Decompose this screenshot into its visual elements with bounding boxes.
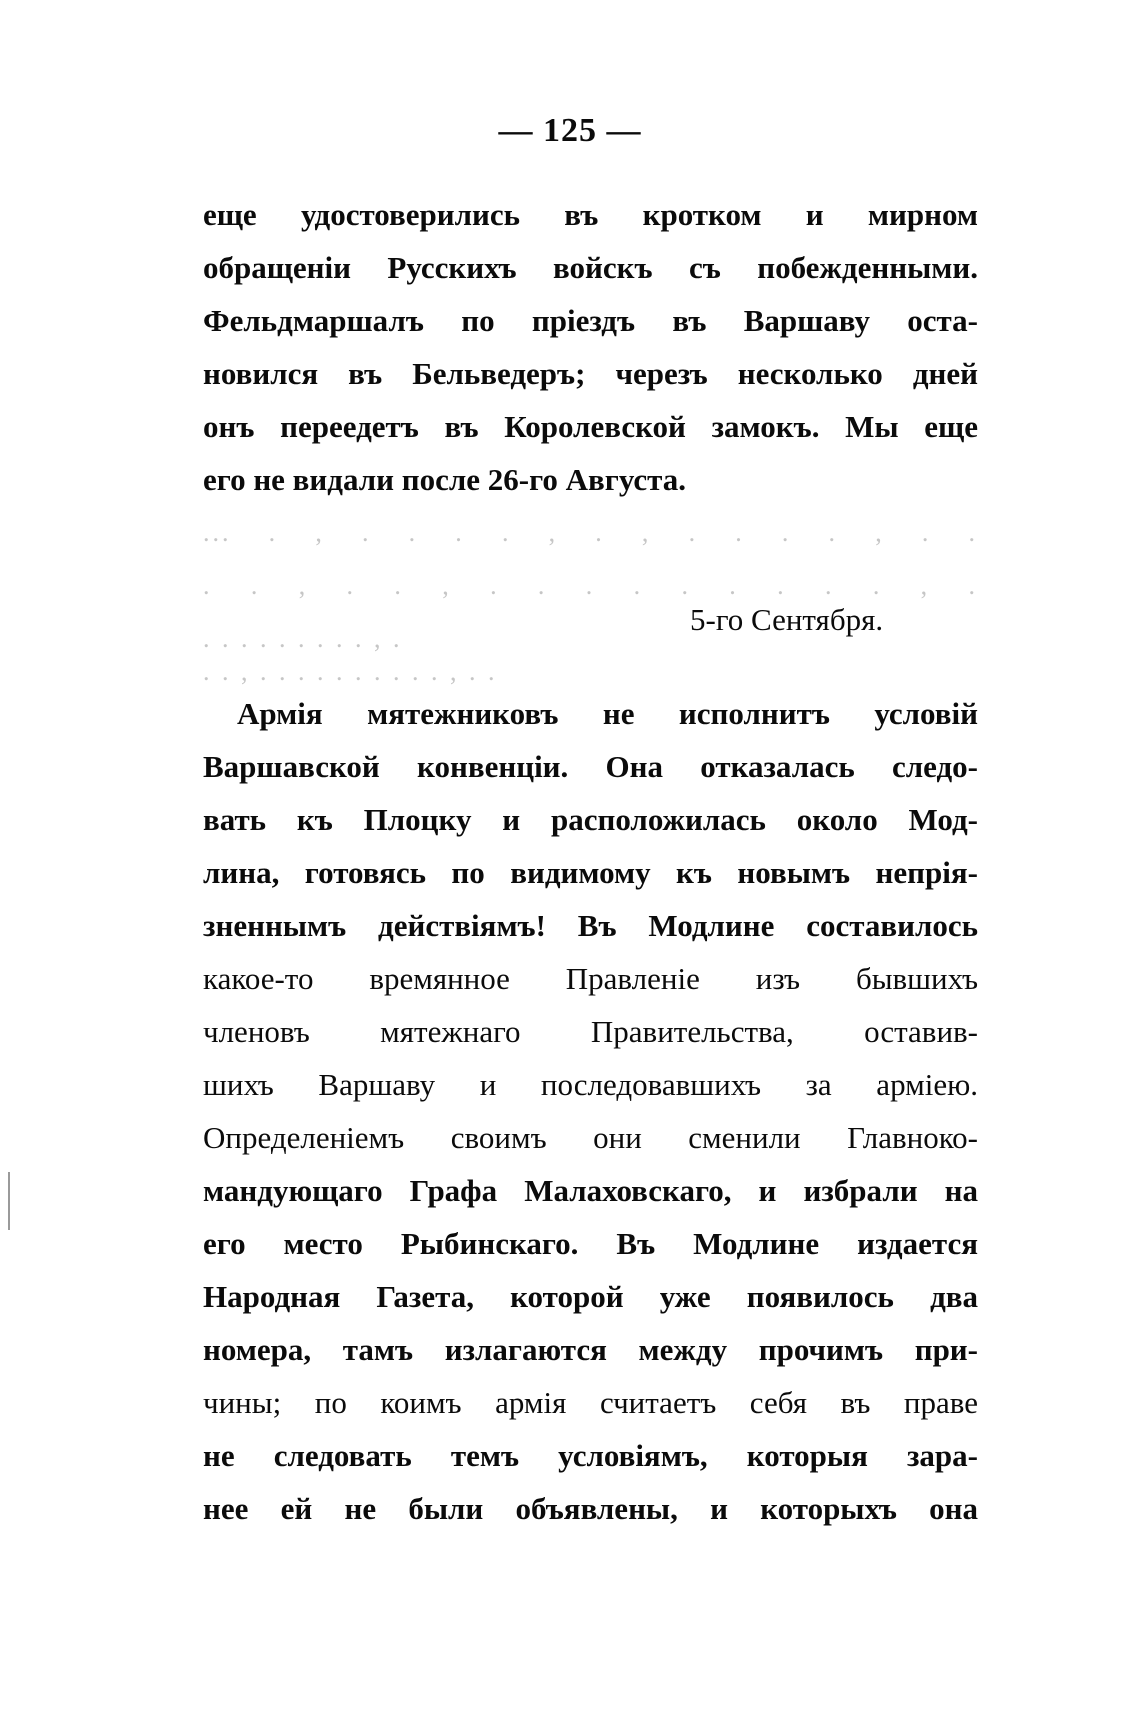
text-line: какое-то времянное Правленiе изъ бывшихъ bbox=[203, 961, 978, 996]
text-line: вать къ Плоцку и расположилась около Мод- bbox=[203, 802, 978, 837]
text-line: не следовать темъ условiямъ, которыя зара- bbox=[203, 1438, 978, 1473]
paragraph-1 bbox=[203, 188, 978, 665]
margin-scan-mark bbox=[8, 1172, 10, 1230]
text-line: мандующаго Графа Малаховскаго, и избрали на bbox=[203, 1173, 978, 1208]
text-line: членовъ мятежнаго Правительства, оставив- bbox=[203, 1014, 978, 1049]
text-line: нее ей не были объявлены, и которыхъ она bbox=[203, 1491, 978, 1526]
text-line: номера, тамъ излагаются между прочимъ при- bbox=[203, 1332, 978, 1367]
text-line: его место Рыбинскаго. Въ Модлине издается bbox=[203, 1226, 978, 1261]
text-line: еще удостоверились въ кротком и мирном bbox=[203, 197, 978, 232]
text-line: Фельдмаршалъ по прiездъ въ Варшаву оста- bbox=[203, 303, 978, 338]
text-line: зненнымъ действiямъ! Въ Модлине составилось bbox=[203, 908, 978, 943]
text-line: Определенiемъ своимъ они сменили Главноко- bbox=[203, 1120, 978, 1155]
bleed-through-line: . . , . . . . . . . . . . , . . bbox=[203, 657, 498, 686]
text-line: Варшавской конвенцiи. Она отказалась следо- bbox=[203, 749, 978, 784]
text-line: лина, готовясь по видимому къ новымъ непрiя- bbox=[203, 855, 978, 890]
bleed-through-line: . . , . . , . . . . . . . . . , . bbox=[203, 571, 978, 600]
text-line: чины; по коимъ армiя считаетъ себя въ праве bbox=[203, 1385, 978, 1420]
bleed-through-line: . . . . . . . . . , . bbox=[203, 624, 403, 653]
text-line: шихъ Варшаву и последовавшихъ за армiею. bbox=[203, 1067, 978, 1102]
page-number: — 125 — bbox=[498, 112, 642, 149]
text-line: новился въ Бельведеръ; черезъ несколько дней bbox=[203, 356, 978, 391]
text-line: Армiя мятежниковъ не исполнитъ условiй bbox=[237, 696, 978, 731]
text-line: Народная Газета, которой уже появилось два bbox=[203, 1279, 978, 1314]
text-line: его не видали после 26-го Августа. bbox=[203, 462, 687, 497]
date-heading: 5-го Сентября. bbox=[690, 602, 884, 637]
bleed-through-line: ... . , . . . . , . , . . . . , . . bbox=[203, 518, 978, 547]
text-line: онъ переедетъ въ Королевской замокъ. Мы еще bbox=[203, 409, 978, 444]
text-line: обращенiи Русскихъ войскъ съ побежденными. bbox=[203, 250, 978, 285]
paragraph-2 bbox=[203, 687, 978, 1535]
